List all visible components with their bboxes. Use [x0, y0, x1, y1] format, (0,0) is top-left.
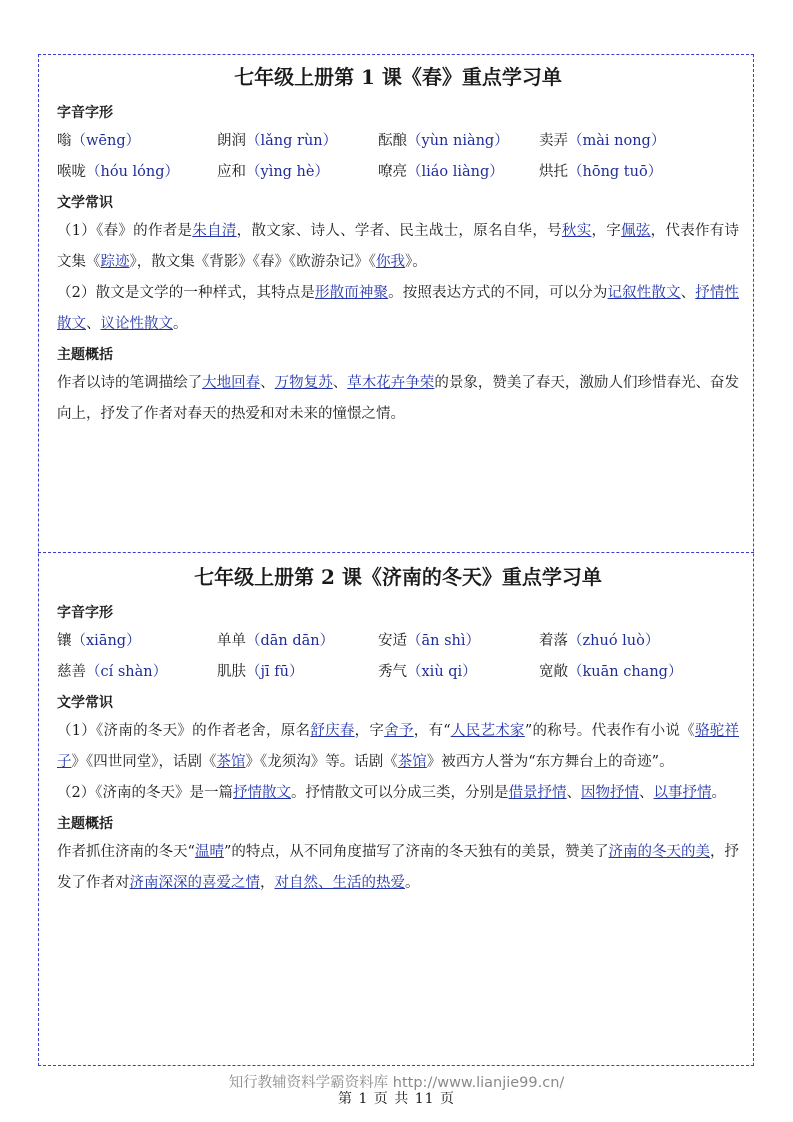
vocab-item [57, 626, 217, 657]
text-run: ，字 [354, 723, 385, 739]
vocab-item [378, 157, 539, 188]
text-run: 、 [566, 785, 581, 801]
vocab-word: 应和 [217, 164, 246, 180]
text-run: 、 [332, 375, 348, 391]
vocab-word: 着落 [539, 633, 568, 649]
vocab-item [539, 626, 739, 657]
key-term: 济南的冬天的美 [608, 844, 710, 860]
text-run: 。 [405, 875, 420, 891]
key-term: 万物复苏 [274, 375, 333, 391]
key-term: 骆驼祥子 [57, 723, 740, 770]
text-run: 、 [680, 285, 696, 301]
vocab-pinyin: （mài nong） [568, 133, 666, 149]
paragraph [57, 368, 739, 430]
literature-heading: 文学常识 [57, 695, 113, 711]
footer-site: 知行教辅资料学霸资料库 http://www.lianjie99.cn/ [228, 1075, 565, 1091]
text-run: 、 [638, 785, 654, 801]
vocab-word: 朗润 [217, 133, 246, 149]
vocab-item [378, 657, 539, 688]
lesson-title: 七年级上册第 1 课《春》重点学习单 [234, 65, 562, 89]
vocab-heading: 字音字形 [57, 105, 113, 121]
text-run: ，散文家、诗人、学者、民主战士，原名自华，号 [236, 223, 562, 239]
vocab-pinyin: （liáo liàng） [407, 164, 504, 180]
text-run: 》《四世同堂》，话剧《 [71, 754, 217, 770]
key-term: 人民艺术家 [450, 723, 525, 739]
text-run: ， [260, 875, 275, 891]
vocab-word: 酝酿 [378, 133, 407, 149]
vocab-grid [57, 626, 739, 688]
vocab-word: 烘托 [539, 164, 568, 180]
vocab-item [217, 626, 378, 657]
vocab-word: 嗡 [57, 133, 72, 149]
text-run: （1）《春》的作者是 [57, 223, 193, 239]
vocab-pinyin: （hóu lóng） [86, 164, 180, 180]
vocab-item [217, 126, 378, 157]
vocab-pinyin: （wēng） [71, 133, 141, 149]
paragraph [57, 716, 739, 778]
page-number: 第 1 页 共 11 页 [338, 1091, 455, 1107]
vocab-item [57, 157, 217, 188]
key-term: 大地回春 [202, 375, 261, 391]
key-term: 议论性散文 [100, 316, 173, 332]
key-term: 抒情性散文 [57, 285, 740, 332]
vocab-word: 单单 [217, 633, 246, 649]
key-term: 踪迹 [100, 254, 130, 270]
paragraph [57, 278, 739, 340]
vocab-item [539, 126, 739, 157]
lesson-2 [57, 560, 739, 899]
vocab-item [378, 126, 539, 157]
text-run: 》被西方人誉为“东方舞台上的奇迹”。 [426, 754, 674, 770]
vocab-word: 宽敞 [539, 664, 568, 680]
text-run: ，字 [591, 223, 622, 239]
key-term: 茶馆 [216, 754, 246, 770]
vocab-grid [57, 126, 739, 188]
text-run: ”的称号。代表作有小说《 [524, 723, 695, 739]
text-run: ，代表作有诗文集《 [57, 223, 740, 270]
text-run: ，抒发了作者对 [57, 844, 740, 891]
key-term: 舍予 [384, 723, 414, 739]
vocab-item [57, 126, 217, 157]
key-term: 秋实 [561, 223, 592, 239]
text-run: 》《龙须沟》等。话剧《 [245, 754, 398, 770]
text-run: 作者以诗的笔调描绘了 [57, 375, 203, 391]
vocab-word: 肌肤 [217, 664, 246, 680]
vocab-pinyin: （ān shì） [407, 633, 481, 649]
vocab-pinyin: （xiāng） [71, 633, 141, 649]
text-run: （1）《济南的冬天》的作者老舍，原名 [57, 723, 311, 739]
vocab-pinyin: （yìng hè） [246, 164, 329, 180]
paragraph [57, 216, 739, 278]
theme-heading: 主题概括 [57, 816, 113, 832]
section-divider [38, 552, 754, 553]
vocab-item [539, 657, 739, 688]
key-term: 因物抒情 [580, 785, 639, 801]
text-run: 、 [260, 375, 275, 391]
vocab-word: 秀气 [378, 664, 407, 680]
key-term: 借景抒情 [508, 785, 567, 801]
text-run: （2）《济南的冬天》是一篇 [57, 785, 233, 801]
key-term: 对自然、生活的热爱 [274, 875, 405, 891]
vocab-pinyin: （dān dān） [246, 633, 335, 649]
vocab-pinyin: （lǎng rùn） [246, 133, 338, 149]
vocab-pinyin: （zhuó luò） [568, 633, 660, 649]
literature-body [57, 216, 739, 340]
text-run: 。抒情散文可以分成三类，分别是 [290, 785, 509, 801]
vocab-pinyin: （cí shàn） [86, 664, 168, 680]
vocab-word: 镶 [57, 633, 72, 649]
vocab-pinyin: （yùn niàng） [407, 133, 509, 149]
text-run: ，有“ [413, 723, 451, 739]
literature-heading: 文学常识 [57, 195, 113, 211]
vocab-word: 卖弄 [539, 133, 568, 149]
key-term: 济南深深的喜爱之情 [129, 875, 260, 891]
paragraph [57, 778, 739, 809]
vocab-item [378, 626, 539, 657]
key-term: 茶馆 [397, 754, 427, 770]
key-term: 舒庆春 [310, 723, 355, 739]
key-term: 朱自清 [192, 223, 237, 239]
vocab-pinyin: （jī fū） [246, 664, 304, 680]
text-run: 。按照表达方式的不同，可以分为 [388, 285, 608, 301]
key-term: 佩弦 [621, 223, 651, 239]
key-term: 你我 [376, 254, 405, 270]
theme-heading: 主题概括 [57, 347, 113, 363]
lesson-1 [57, 60, 739, 430]
lesson-title: 七年级上册第 2 课《济南的冬天》重点学习单 [194, 565, 602, 589]
vocab-item [57, 657, 217, 688]
vocab-word: 安适 [378, 633, 407, 649]
text-run: 作者抓住济南的冬天“ [57, 844, 195, 860]
vocab-item [217, 157, 378, 188]
theme-body [57, 837, 739, 899]
vocab-item [539, 157, 739, 188]
vocab-word: 喉咙 [57, 164, 86, 180]
vocab-word: 嘹亮 [378, 164, 407, 180]
text-run: 的景象，赞美了春天，激励人们珍惜春光、奋发向上，抒发了作者对春天的热爱和对未来的憧憬之情。 [57, 375, 740, 422]
text-run: ”的特点，从不同角度描写了济南的冬天独有的美景，赞美了 [223, 844, 609, 860]
key-term: 以事抒情 [653, 785, 712, 801]
vocab-pinyin: （hōng tuō） [568, 164, 663, 180]
text-run: 》，散文集《背影》《春》《欧游杂记》《 [129, 254, 376, 270]
vocab-word: 慈善 [57, 664, 86, 680]
text-run: 、 [86, 316, 101, 332]
theme-body [57, 368, 739, 430]
paragraph [57, 837, 739, 899]
vocab-heading: 字音字形 [57, 605, 113, 621]
text-run: （2）散文是文学的一种样式，其特点是 [57, 285, 315, 301]
text-run: 。 [711, 785, 726, 801]
vocab-pinyin: （kuān chang） [568, 664, 683, 680]
text-run: 。 [173, 316, 188, 332]
key-term: 温晴 [194, 844, 224, 860]
vocab-pinyin: （xiù qi） [407, 664, 477, 680]
key-term: 抒情散文 [232, 785, 291, 801]
key-term: 记叙性散文 [607, 285, 681, 301]
literature-body [57, 716, 739, 809]
key-term: 形散而神聚 [314, 285, 389, 301]
key-term: 草木花卉争荣 [347, 375, 435, 391]
text-run: 》。 [405, 254, 427, 270]
vocab-item [217, 657, 378, 688]
